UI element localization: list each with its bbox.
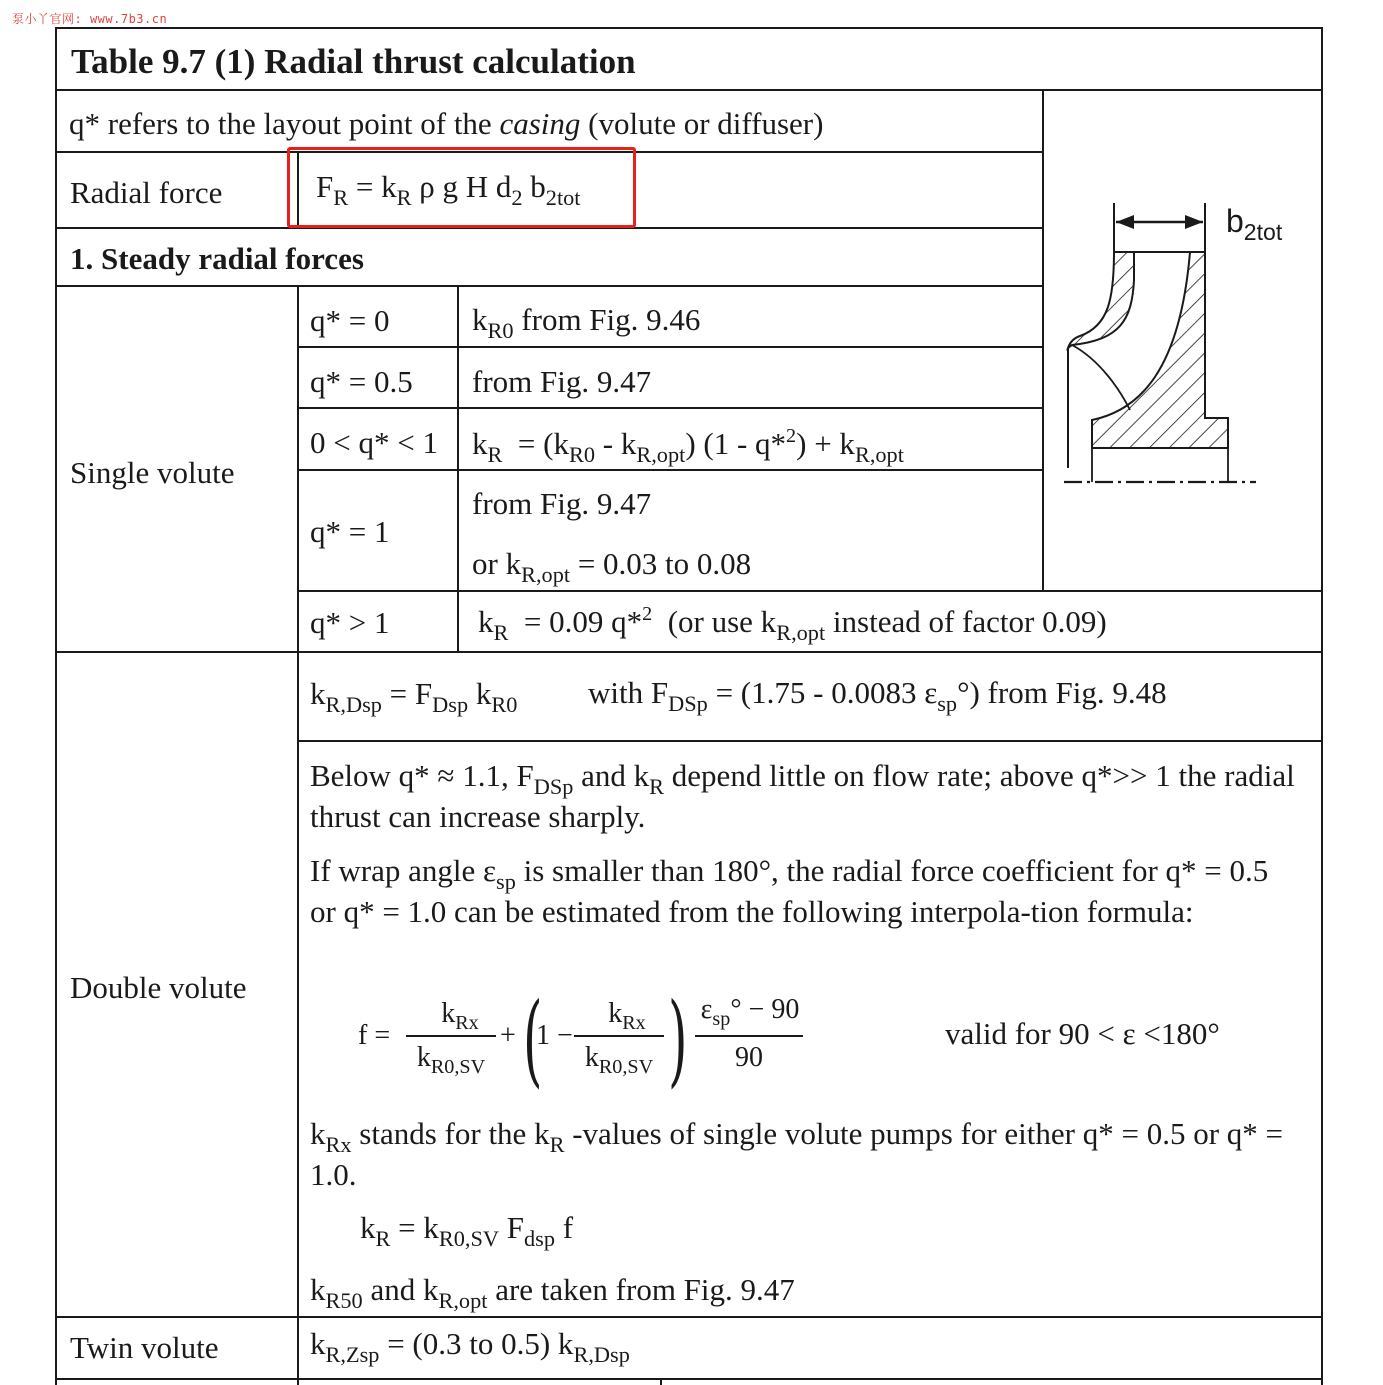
double-para-3: $k_{Rx}$ stands for the $k_R$ -values of single volute pumps for either q* = 0.5 or q* = 1.0. (310, 1116, 1284, 1192)
double-formula-kr-dsp: $k_{R,Dsp} = F_{Dsp}$ $k_{R0}$ (310, 676, 518, 717)
rule-double-1 (297, 740, 1323, 742)
rule-under-section1 (55, 285, 1044, 287)
watermark-text: 泵小丫官网: www.7b3.cn (12, 12, 168, 26)
rule-row-2 (297, 407, 1044, 409)
figure-dimension-label: $b_{2tot}$ (1226, 203, 1283, 246)
rule-row-4 (297, 590, 1323, 592)
rule-under-single (55, 651, 1323, 653)
twin-volute-formula: $k_{R,Zsp} = (0.3$ to 0.5) $k_{R,Dsp}$ (310, 1326, 630, 1367)
rule-bottom-stub (660, 1378, 662, 1385)
condition-q-gt1: q* > 1 (310, 605, 390, 640)
highlight-box (287, 147, 636, 228)
double-formula-kr: $k_R = k_{R0,SV}$ $F_{dsp}$ f (360, 1210, 574, 1251)
condition-q-between: 0 < q* < 1 (310, 425, 438, 460)
row-q-between-formula: $k_R = (k_{R0} - k_{R,opt})$ $(1 - q*^2) + k_{R,opt}$ (472, 424, 904, 467)
rule-bottom (55, 1378, 1323, 1380)
interpolation-formula: f = $k_{Rx}$ $k_{R0,SV}$ + ( 1 − $k_{Rx}$ $k_{R0,SV}$ ) $\varepsilon_{sp}^\circ - 90$ 90 (340, 990, 820, 1090)
condition-q05: q* = 0.5 (310, 364, 413, 399)
layout-note: q* refers to the layout point of the casing (volute or diffuser) (69, 106, 824, 141)
radial-force-label: Radial force (70, 175, 223, 210)
table-border-top (55, 27, 1323, 29)
row-q-gt1-formula: $k_R = 0.09$ q*$^2$ (or use $k_{R,opt}$ instead of factor 0.09) (478, 602, 1107, 645)
double-para-4: $k_{R50}$ and $k_{R,opt}$ are taken from Fig. 9.47 (310, 1272, 795, 1313)
double-para-2: If wrap angle $\varepsilon_{sp}$ is smaller than 180°, the radial force coefficient for q* = 0.5 or q* = 1.0 can be estimated from the following interpola-tion formula: (310, 853, 1269, 929)
table-border-right (1321, 27, 1323, 1385)
rule-figure-left (1042, 89, 1044, 592)
row-q0-value: $k_{R0}$ from Fig. 9.46 (472, 302, 701, 343)
double-volute-label: Double volute (70, 970, 247, 1005)
rule-under-title (55, 89, 1323, 91)
section1-heading: 1. Steady radial forces (70, 241, 364, 276)
row-q1-line2: or $k_{R,opt} = 0.03$ to 0.08 (472, 546, 752, 587)
row-q05-value: from Fig. 9.47 (472, 364, 652, 399)
rule-under-double (55, 1316, 1323, 1318)
condition-q0: q* = 0 (310, 303, 390, 338)
rule-left-column (297, 285, 299, 1385)
rule-condition-column (457, 285, 459, 653)
double-formula-fdsp: with $F_{DSp} = (1.75 - 0.0083$ $\varepsilon_{sp}^\circ$) from Fig. 9.48 (588, 675, 1167, 716)
single-volute-label: Single volute (70, 455, 235, 490)
rule-row-1 (297, 346, 1044, 348)
row-q1-line1: from Fig. 9.47 (472, 486, 652, 521)
interpolation-validity: valid for 90 < ε <180° (945, 1016, 1220, 1051)
rule-row-3 (297, 469, 1044, 471)
twin-volute-label: Twin volute (70, 1330, 219, 1365)
double-para-1: Below q* ≈ 1.1, $F_{DSp}$ and $k_R$ depend little on flow rate; above q*>> 1 the radial thrust can increase sharply. (310, 758, 1295, 834)
condition-q1: q* = 1 (310, 514, 390, 549)
table-title: Table 9.7 (1) Radial thrust calculation (71, 42, 636, 81)
table-border-left (55, 27, 57, 1385)
radial-force-formula: $F_R = k_R$ ρ g H $d_2$ $b_{2tot}$ (316, 169, 581, 210)
